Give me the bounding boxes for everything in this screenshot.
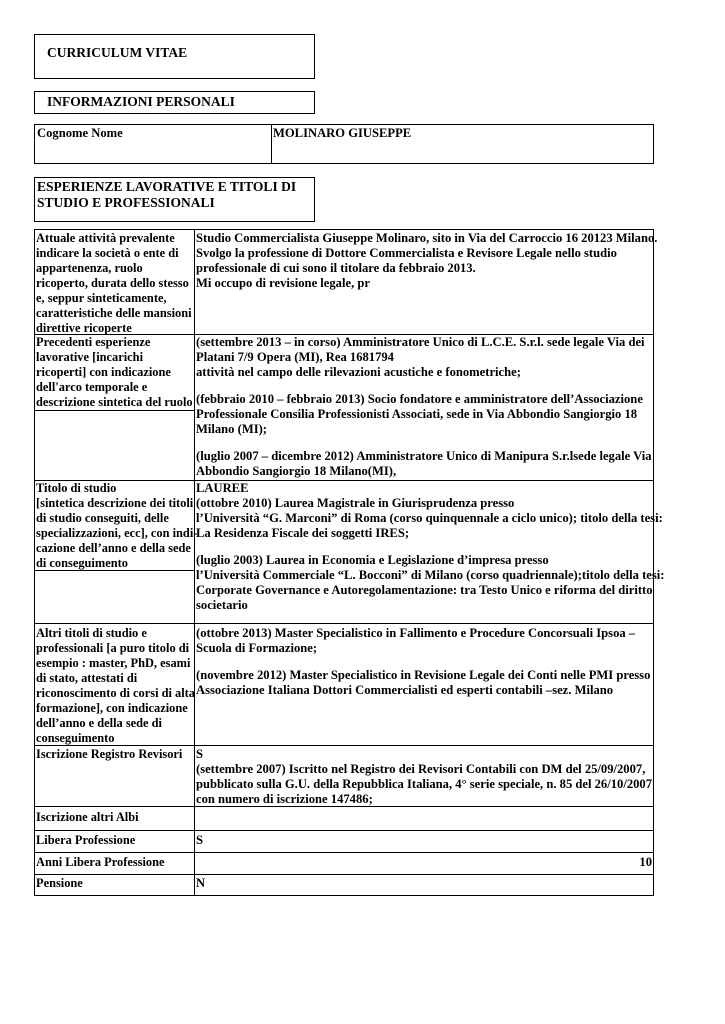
value-line: (settembre 2013 – in corso) Amministratore Unico di L.C.E. S.r.l. sede legale Via dei [196, 335, 645, 349]
value-line: S [196, 747, 204, 761]
row-line-3 [34, 623, 654, 624]
value-line: attività nel campo delle rilevazioni acustiche e fonometriche; [196, 365, 521, 379]
value-line: (novembre 2012) Master Specialistico in Revisione Legale dei Conti nelle PMI presso [196, 668, 651, 682]
experience-section-box [34, 177, 315, 222]
row-registro-label: Iscrizione Registro Revisori [36, 747, 183, 761]
cv-title-box [34, 34, 315, 79]
experience-section-line-2: STUDIO E PROFESSIONALI [37, 195, 215, 210]
table-column-divider [194, 229, 195, 896]
label-line: di studio conseguiti, delle [36, 511, 169, 525]
label-line: descrizione sintetica del ruolo [36, 395, 193, 409]
label-line: di stato, attestati di [36, 671, 138, 685]
label-line: professionali [a puro titolo di [36, 641, 190, 655]
name-value: MOLINARO GIUSEPPE [273, 126, 412, 140]
label-line: caratteristiche delle mansioni [36, 306, 192, 320]
row-libera-label: Libera Professione [36, 833, 136, 847]
row-libera-value: S [196, 833, 204, 847]
row-pensione-value: N [196, 876, 206, 890]
row-pensione-label: Pensione [36, 876, 83, 890]
label-line: specializzazioni, ecc], con indi- [36, 526, 198, 540]
cv-title: CURRICULUM VITAE [47, 45, 188, 60]
value-line: pubblicato sulla G.U. della Repubblica Italiana, 4° serie speciale, n. 85 del 26/10/2007 [196, 777, 653, 791]
value-line: con numero di iscrizione 147486; [196, 792, 373, 806]
value-line: professionale di cui sono il titolare da febbraio 2013. [196, 261, 476, 275]
row-line-6 [34, 830, 654, 831]
row-line-8 [34, 874, 654, 875]
label-line: cazione dell’anno e della sede [36, 541, 191, 555]
value-line: Abbondio Sangiorgio 18 Milano(MI), [196, 464, 397, 478]
label-line: e, seppur sinteticamente, [36, 291, 167, 305]
row-anni-value: 10 [639, 855, 652, 869]
personal-section-title: INFORMAZIONI PERSONALI [47, 94, 235, 109]
value-line: Svolgo la professione di Dottore Commercialista e Revisore Legale nello studio [196, 246, 617, 260]
value-line: l’Università Commerciale “L. Bocconi” di Milano (corso quadriennale);titolo della tesi: [196, 568, 665, 582]
name-divider [271, 125, 272, 163]
value-line: Mi occupo di revisione legale, pr [196, 276, 370, 290]
value-line: (settembre 2007) Iscritto nel Registro dei Revisori Contabili con DM del 25/09/2007, [196, 762, 646, 776]
label-line: Attuale attività prevalente [36, 231, 175, 245]
value-line: l’Università “G. Marconi” di Roma (corso quinquennale a ciclo unico); titolo della tesi: [196, 511, 663, 525]
label-line: di conseguimento [36, 556, 128, 570]
value-line: La Residenza Fiscale dei soggetti IRES; [196, 526, 410, 540]
value-line: (ottobre 2013) Master Specialistico in Fallimento e Procedure Concorsuali Ipsoa – [196, 626, 636, 640]
label-line: Precedenti esperienze [36, 335, 151, 349]
label-line: dell’anno e della sede di [36, 716, 162, 730]
value-line: Professionale Consilia Professionisti Associati, sede in Via Abbondio Sangiorgio 18 [196, 407, 638, 421]
value-line: (febbraio 2010 – febbraio 2013) Socio fondatore e amministratore dell’Associazione [196, 392, 643, 406]
label-line: esempio : master, PhD, esami [36, 656, 191, 670]
row-albi-label: Iscrizione altri Albi [36, 810, 139, 824]
label-line: direttive ricoperte [36, 321, 132, 335]
label-line: lavorative [incarichi [36, 350, 144, 364]
row-line-7 [34, 852, 654, 853]
value-line: Corporate Governance e Autoregolamentazione: tra Testo Unico e riforma del diritto [196, 583, 653, 597]
name-row [34, 124, 654, 164]
label-line: Titolo di studio [36, 481, 117, 495]
row-line-4 [34, 745, 654, 746]
value-line: Platani 7/9 Opera (MI), Rea 1681794 [196, 350, 394, 364]
label-line: dell'arco temporale e [36, 380, 148, 394]
label-line: riconoscimento di corsi di alta [36, 686, 195, 700]
value-line: Scuola di Formazione; [196, 641, 318, 655]
value-line: Associazione Italiana Dottori Commercialisti ed esperti contabili –sez. Milano [196, 683, 614, 697]
row-line-2 [34, 480, 654, 481]
label-line: formazione], con indicazione [36, 701, 188, 715]
name-label: Cognome Nome [37, 126, 123, 140]
label-line: conseguimento [36, 731, 115, 745]
label-line: appartenenza, ruolo [36, 261, 143, 275]
value-line: Studio Commercialista Giuseppe Molinaro, sito in Via del Carroccio 16 20123 Milano. [196, 231, 658, 245]
experience-section-line-1: ESPERIENZE LAVORATIVE E TITOLI DI [37, 179, 297, 194]
value-line: LAUREE [196, 481, 249, 495]
value-line: societario [196, 598, 248, 612]
value-line: Milano (MI); [196, 422, 267, 436]
personal-section-box [34, 91, 315, 114]
label-line: ricoperti] con indicazione [36, 365, 171, 379]
label-line: ricoperto, durata dello stesso [36, 276, 189, 290]
value-line: (ottobre 2010) Laurea Magistrale in Giurisprudenza presso [196, 496, 515, 510]
value-line: (luglio 2003) Laurea in Economia e Legislazione d’impresa presso [196, 553, 549, 567]
label-line: [sintetica descrizione dei titoli [36, 496, 194, 510]
label-line: indicare la società o ente di [36, 246, 179, 260]
value-line: (luglio 2007 – dicembre 2012) Amministratore Unico di Manipura S.r.lsede legale Via [196, 449, 652, 463]
row-anni-label: Anni Libera Professione [36, 855, 165, 869]
label-line: Altri titoli di studio e [36, 626, 147, 640]
